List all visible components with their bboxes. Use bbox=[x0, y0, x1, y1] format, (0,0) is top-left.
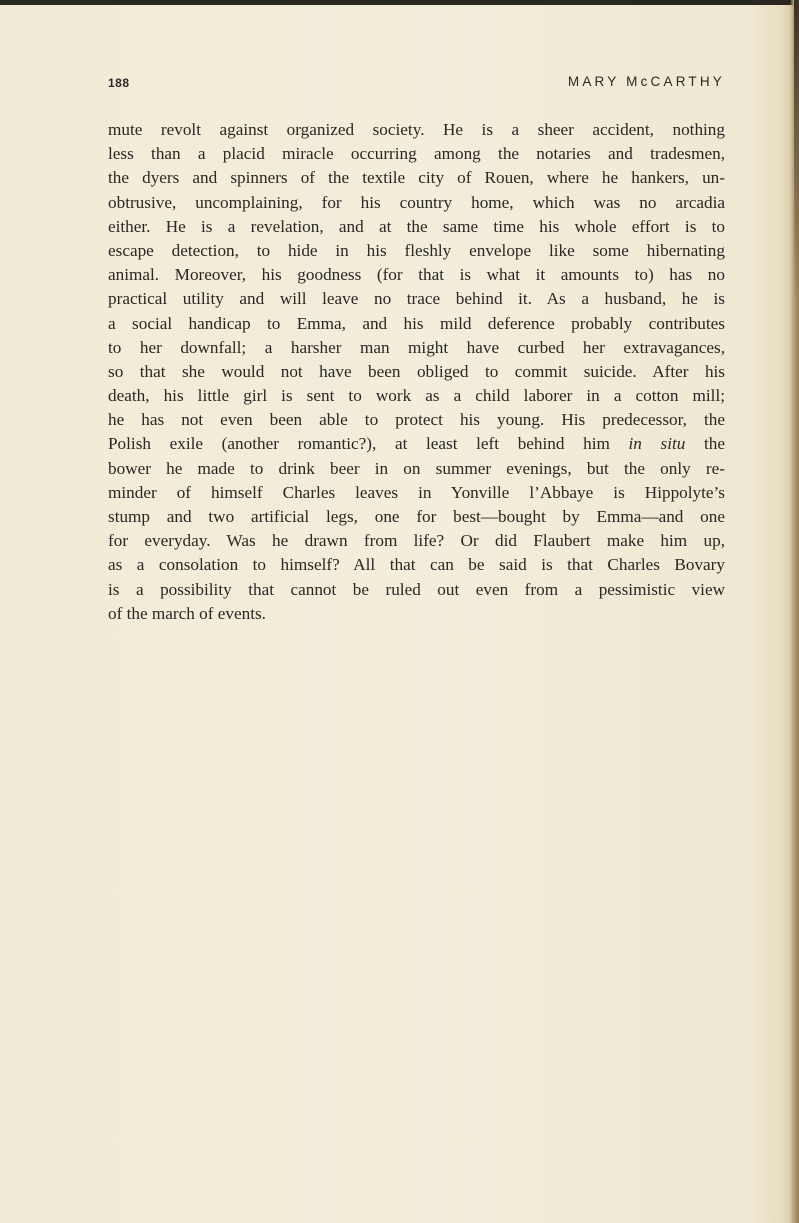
text-line: the dyers and spinners of the textile city of Rouen, where he hankers, un- bbox=[108, 168, 725, 188]
running-title: MARY McCARTHY bbox=[567, 74, 725, 89]
text-line: practical utility and will leave no trace behind it. As a husband, he is bbox=[108, 289, 725, 309]
running-head bbox=[108, 74, 725, 96]
text-line-with-italic bbox=[108, 432, 725, 456]
text-line: so that she would not have been obliged to commit suicide. After his bbox=[108, 361, 725, 381]
body-paragraph bbox=[108, 118, 725, 626]
page-number: 188 bbox=[108, 76, 130, 90]
text-line: he has not even been able to protect his young. His predecessor, the bbox=[108, 410, 725, 430]
text-line: a social handicap to Emma, and his mild deference probably contributes bbox=[108, 313, 725, 333]
text-segment: the bbox=[704, 434, 726, 454]
text-line: death, his little girl is sent to work as a child laborer in a cotton mill; bbox=[108, 386, 725, 406]
text-line: minder of himself Charles leaves in Yonville l’Abbaye is Hippolyte’s bbox=[108, 482, 725, 502]
text-line: is a possibility that cannot be ruled out even from a pessimistic view bbox=[108, 579, 725, 599]
binding-edge bbox=[794, 0, 799, 300]
italic-phrase: in situ bbox=[628, 434, 686, 454]
text-line: less than a placid miracle occurring among the notaries and tradesmen, bbox=[108, 144, 725, 164]
text-line: mute revolt against organized society. He is a sheer accident, nothing bbox=[108, 120, 725, 139]
text-line: of the march of events. bbox=[108, 603, 266, 623]
top-page-edge bbox=[0, 0, 799, 5]
text-line: animal. Moreover, his goodness (for that is what it amounts to) has no bbox=[108, 265, 725, 285]
text-line: obtrusive, uncomplaining, for his country home, which was no arcadia bbox=[108, 192, 725, 212]
text-line: bower he made to drink beer in on summer evenings, but the only re- bbox=[108, 458, 725, 478]
text-line: to her downfall; a harsher man might have curbed her extravagances, bbox=[108, 337, 725, 357]
text-line: for everyday. Was he drawn from life? Or did Flaubert make him up, bbox=[108, 531, 725, 551]
text-line: escape detection, to hide in his fleshly envelope like some hibernating bbox=[108, 240, 725, 260]
text-line: as a consolation to himself? All that can be said is that Charles Bovary bbox=[108, 555, 725, 575]
text-line: stump and two artificial legs, one for best—bought by Emma—and one bbox=[108, 507, 725, 526]
text-segment: Polish exile (another romantic?), at least left behind him bbox=[108, 434, 610, 454]
text-line: either. He is a revelation, and at the same time his whole effort is to bbox=[108, 216, 725, 236]
